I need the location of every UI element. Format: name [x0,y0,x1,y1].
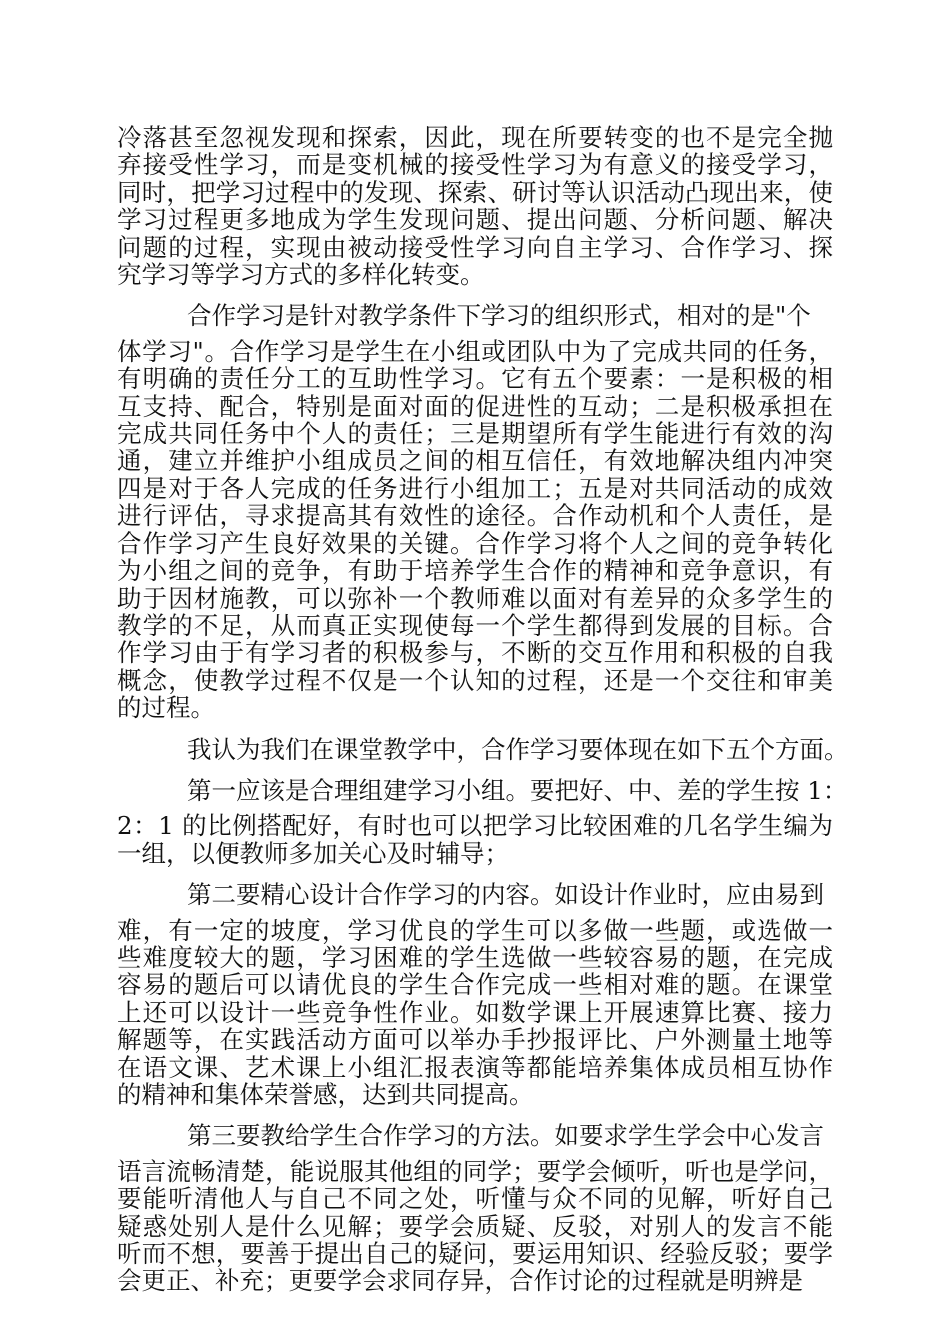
text-line: 疑惑处别人是什么见解；要学会质疑、反驳，对别人的发言不能 [117,1211,833,1241]
text-line: 容易的题后可以请优良的学生合作完成一些相对难的题。在课堂 [117,970,833,1000]
text-line: 为小组之间的竞争，有助于培养学生合作的精神和竞争意识，有 [117,556,833,586]
text-line: 听而不想，要善于提出自己的疑问，要运用知识、经验反驳；要学 [117,1239,833,1269]
text-line: 第三要教给学生合作学习的方法。如要求学生学会中心发言 [187,1121,824,1151]
document-body [117,123,849,1296]
text-line: 同时，把学习过程中的发现、探索、研讨等认识活动凸现出来，使 [117,177,833,207]
text-line: 作学习由于有学习者的积极参与，不断的交互作用和积极的自我 [117,638,833,668]
text-line: 些难度较大的题，学习困难的学生选做一些较容易的题，在完成 [117,942,833,972]
paragraph-p5 [117,881,833,1108]
text-line: 会更正、补充；更要学会求同存异，合作讨论的过程就是明辨是 [117,1266,803,1296]
text-line: 上还可以设计一些竞争性作业。如数学课上开展速算比赛、接力 [117,997,833,1027]
text-line: 究学习等学习方式的多样化转变。 [117,260,485,290]
text-line: 语言流畅清楚，能说服其他组的同学；要学会倾听，听也是学问， [117,1156,833,1186]
text-line: 有明确的责任分工的互助性学习。它有五个要素：一是积极的相 [117,364,833,394]
text-line: 教学的不足，从而真正实现使每一个学生都得到发展的目标。合 [117,610,833,640]
paragraph-p3 [117,734,849,764]
text-line: 第二要精心设计合作学习的内容。如设计作业时，应由易到 [187,880,824,910]
text-line: 冷落甚至忽视发现和探索，因此，现在所要转变的也不是完全抛 [117,123,833,152]
text-line: 概念，使教学过程不仅是一个认知的过程，还是一个交往和审美 [117,665,833,695]
text-line: 学习过程更多地成为学生发现问题、提出问题、分析问题、解决 [117,205,833,235]
text-line: 要能听清他人与自己不同之处，听懂与众不同的见解，听好自己 [117,1184,833,1214]
text-line: 互支持、配合，特别是面对面的促进性的互动；二是积极承担在 [117,391,833,421]
text-line: 2：1 的比例搭配好，有时也可以把学习比较困难的几名学生编为 [117,811,833,841]
text-line: 进行评估，寻求提高其有效性的途径。合作动机和个人责任，是 [117,501,833,531]
text-line: 一组，以便教师多加关心及时辅导； [117,838,509,868]
text-line: 完成共同任务中个人的责任；三是期望所有学生能进行有效的沟 [117,419,833,449]
text-line: 难，有一定的坡度，学习优良的学生可以多做一些题，或选做一 [117,915,833,945]
paragraph-p6 [117,1122,833,1294]
text-line: 合作学习产生良好效果的关键。合作学习将个人之间的竞争转化 [117,528,833,558]
text-line: 助于因材施教，可以弥补一个教师难以面对有差异的众多学生的 [117,583,833,613]
text-line: 第一应该是合理组建学习小组。要把好、中、差的学生按 1： [187,775,848,805]
paragraph-p4 [117,775,848,868]
text-line: 四是对于各人完成的任务进行小组加工；五是对共同活动的成效 [117,473,833,503]
paragraph-p2 [117,302,833,721]
paragraph-p1 [117,124,833,288]
text-line: 的过程。 [117,693,215,723]
text-line: 解题等，在实践活动方面可以举办手抄报评比、户外测量土地等 [117,1025,833,1055]
text-line: 在语文课、艺术课上小组汇报表演等都能培养集体成员相互协作 [117,1052,833,1082]
text-line: 合作学习是针对教学条件下学习的组织形式，相对的是"个 [187,301,811,331]
text-line: 体学习"。合作学习是学生在小组或团队中为了完成共同的任务， [117,336,833,366]
text-line: 我认为我们在课堂教学中，合作学习要体现在如下五个方面。 [187,734,849,764]
text-line: 通，建立并维护小组成员之间的相互信任，有效地解决组内冲突 [117,446,833,476]
text-line: 的精神和集体荣誉感，达到共同提高。 [117,1080,534,1109]
document-page [117,123,849,1296]
text-line: 问题的过程，实现由被动接受性学习向自主学习、合作学习、探 [117,232,833,262]
text-line: 弃接受性学习，而是变机械的接受性学习为有意义的接受学习， [117,150,833,180]
